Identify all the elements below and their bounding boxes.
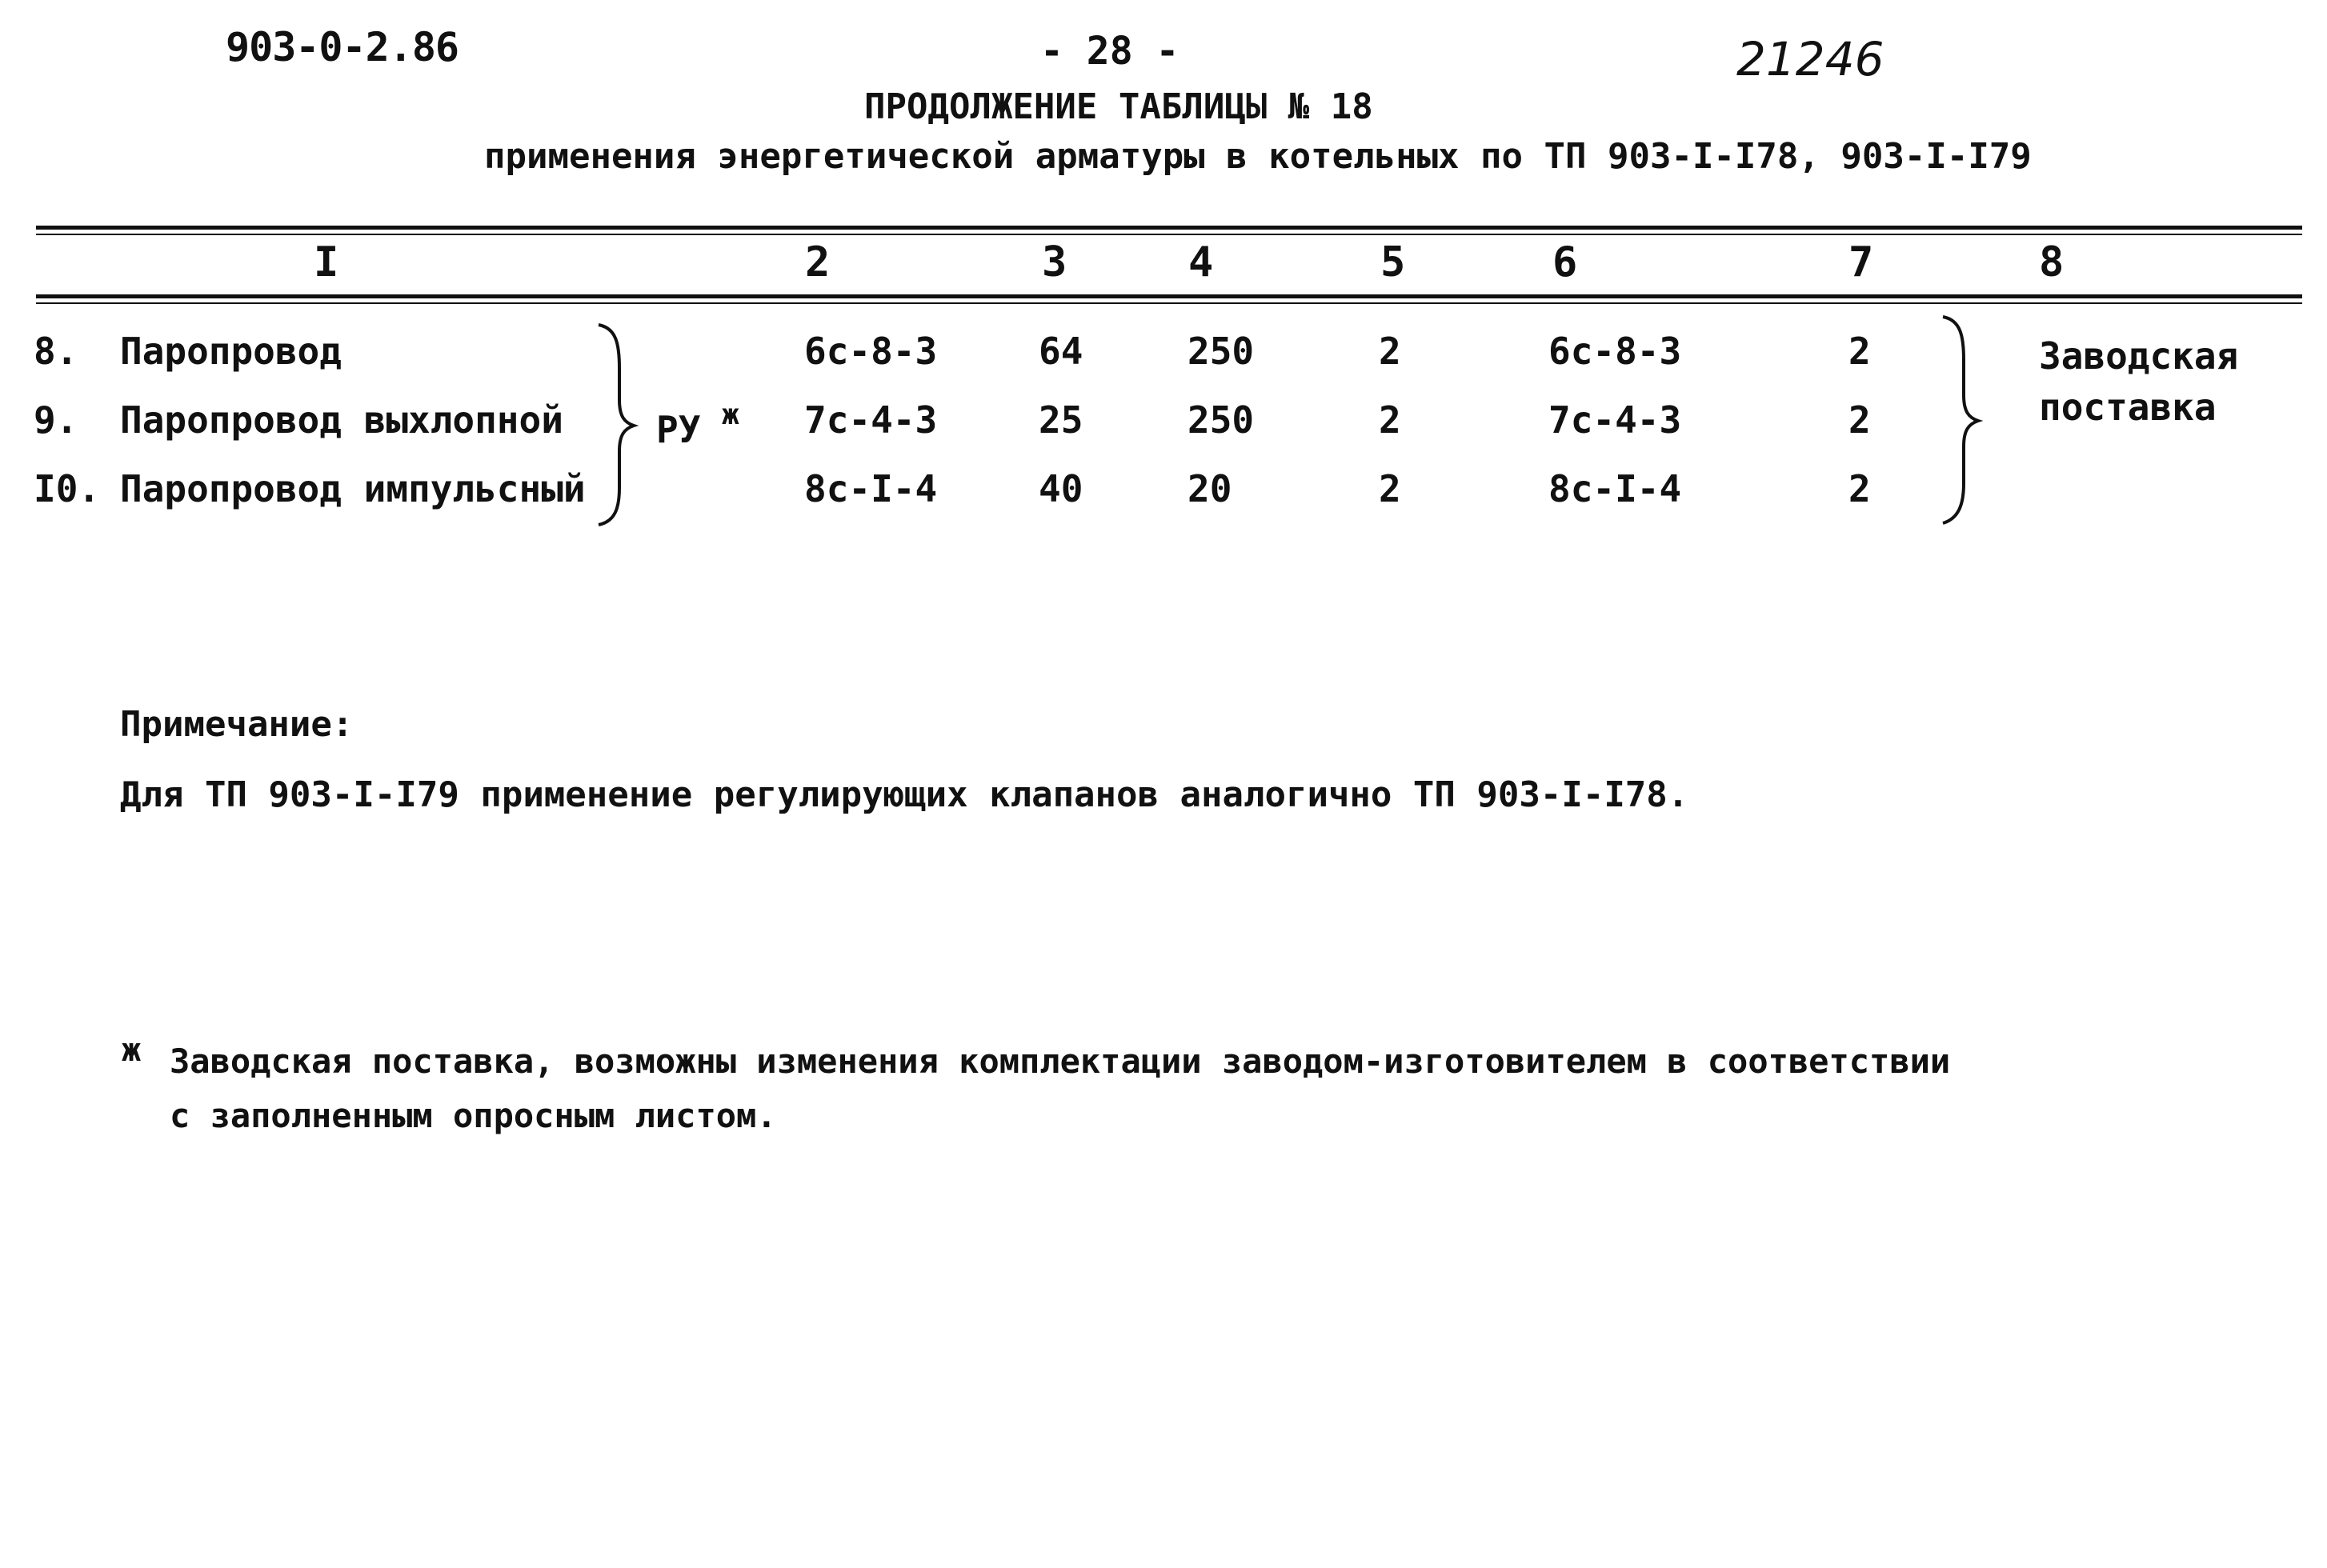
right-brace-icon — [1936, 312, 1985, 528]
cell-col3: 40 — [1039, 467, 1083, 510]
column-header-8: 8 — [2039, 238, 2065, 286]
right-brace-icon — [592, 320, 640, 528]
column-header-3: 3 — [1042, 238, 1067, 286]
cell-col6: 7с-4-3 — [1548, 398, 1682, 442]
row-name: Паропровод импульсный — [120, 467, 586, 510]
cell-col3: 25 — [1039, 398, 1083, 442]
cell-col5: 2 — [1379, 398, 1401, 442]
table-title: ПРОДОЛЖЕНИЕ ТАБЛИЦЫ № 18 — [864, 86, 1373, 127]
col8-text-line1: Заводская — [2039, 334, 2239, 378]
cell-col6: 6с-8-3 — [1548, 330, 1682, 373]
cell-col7: 2 — [1848, 330, 1871, 373]
cell-col5: 2 — [1379, 467, 1401, 510]
column-header-2: 2 — [805, 238, 831, 286]
column-header-6: 6 — [1552, 238, 1578, 286]
table-header-rule-thin — [36, 302, 2302, 304]
table-top-rule-thin — [36, 234, 2302, 235]
group-label: РУ — [656, 408, 701, 451]
cell-col5: 2 — [1379, 330, 1401, 373]
cell-col7: 2 — [1848, 398, 1871, 442]
table-top-rule — [36, 226, 2302, 230]
cell-col4: 250 — [1188, 398, 1255, 442]
row-name: Паропровод — [120, 330, 342, 373]
cell-col4: 250 — [1188, 330, 1255, 373]
row-number: 9. — [34, 398, 78, 442]
note-title: Примечание: — [120, 704, 354, 745]
footnote-mark: ж — [122, 1032, 142, 1069]
col8-text-line2: поставка — [2039, 386, 2217, 429]
cell-col2: 8с-I-4 — [804, 467, 938, 510]
column-header-5: 5 — [1380, 238, 1406, 286]
note-text: Для ТП 903-I-I79 применение регулирующих клапанов аналогично ТП 903-I-I78. — [120, 774, 1689, 815]
group-footnote-mark: ж — [722, 398, 739, 431]
archive-number: 21246 — [1736, 32, 1884, 86]
footnote-line-1: Заводская поставка, возможны изменения комплектации заводом-изготовителем в соответствии — [170, 1042, 1951, 1081]
column-header-4: 4 — [1188, 238, 1214, 286]
cell-col6: 8с-I-4 — [1548, 467, 1682, 510]
table-subtitle: применения энергетической арматуры в котельных по ТП 903-I-I78, 903-I-I79 — [484, 136, 2032, 177]
column-header-7: 7 — [1848, 238, 1874, 286]
cell-col2: 7с-4-3 — [804, 398, 938, 442]
page-number: - 28 - — [1040, 29, 1180, 74]
document-code: 903-0-2.86 — [226, 24, 459, 70]
cell-col4: 20 — [1188, 467, 1232, 510]
cell-col3: 64 — [1039, 330, 1083, 373]
row-name: Паропровод выхлопной — [120, 398, 563, 442]
table-header-rule — [36, 294, 2302, 298]
cell-col7: 2 — [1848, 467, 1871, 510]
row-number: I0. — [34, 467, 101, 510]
footnote-line-2: с заполненным опросным листом. — [170, 1096, 777, 1135]
column-header-1: I — [314, 238, 339, 286]
row-number: 8. — [34, 330, 78, 373]
cell-col2: 6с-8-3 — [804, 330, 938, 373]
